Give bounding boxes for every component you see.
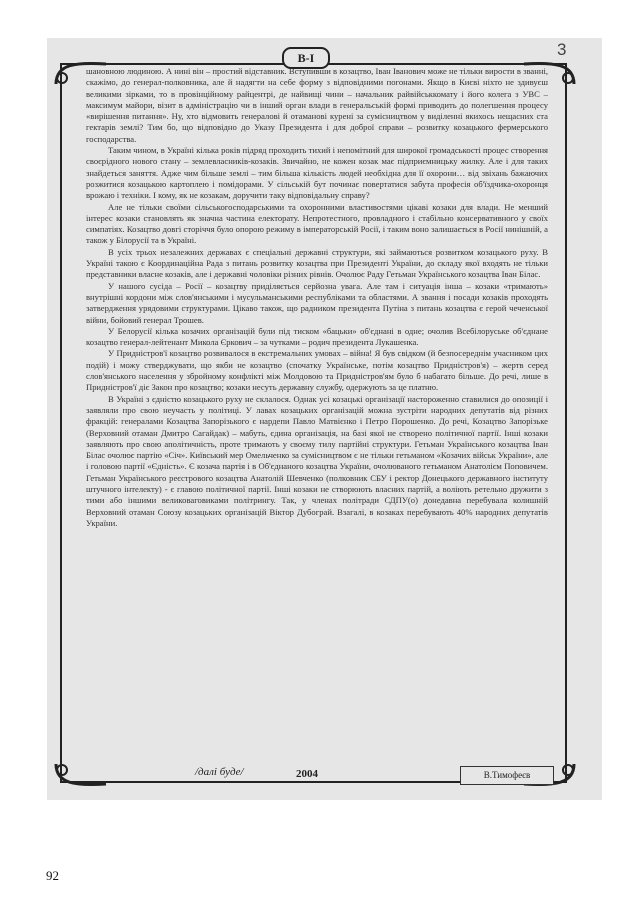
header-badge: В-І	[282, 47, 330, 69]
paragraph: У Придністров'ї козацтво розвивалося в екстремальних умовах – війна! Я був свідком (й безпосереднім учасником цих подій) і можу стверджувати, що якби не козацтво (спочатку Українське, потім козацтво Придністров'я) – жертв серед слов'янського населення у збройному конфлікті між Молдовою та Придністров'ям було б набагато більше. До речі, лише в Придністров'ї діє Закон про козацтво; козаки несуть державну службу, одержують за це платню.	[86, 348, 548, 393]
article-body	[86, 66, 548, 763]
paragraph: шановною людиною. А нині він – простий відставник. Вступивши в козацтво, Іван Іванович може не тільки вирости в званні, скажімо, до генерал-полковника, але й надягти на себе форму з відповідними погонами. Якщо в Києві ніхто не здивуєш великими зірками, то в провінційному райцентрі, де найвищі чини – начальник райвійськкомату і його колега з УВС – максимум майори, візит в адміністрацію чи в інший орган влади в генеральській формі приводить до полегшення процесу «вирішення питання». Ну, хто відмовить генералові й отаманові курені за сумісництвом у виділенні якихось нещасних ста гектарів землі? Тим бо, що відповідно до Указу Президента і для доброї справи – розвитку козацького фермерського господарства.	[86, 66, 548, 144]
author-signature: В.Тимофеєв	[460, 766, 554, 785]
to-be-continued: /далі буде/	[195, 766, 244, 778]
paragraph: Але не тільки своїми сільськогосподарськими та охоронними властивостями цікаві козаки для влади. Не менший інтерес козаки становлять як значна частина електорату. Непротестного, провладного і стабільно консервативного у своїх симпатіях. Козацтво довгі сторіччя було опорою режиму в імператорській Росії, і таким воно залишається в Росії нинішній, а також у Білорусії та в Україні.	[86, 201, 548, 246]
paragraph: В усіх трьох незалежних державах є спеціальні державні структури, які займаються розвитком козацького руху. В Україні такою є Координаційна Рада з питань розвитку козацтва при Президенті України, до складу якої входять не тільки представники власне козаків, але і державні чоловіки різних рівнів. Очолює Раду Гетьман Українського козацтва Іван Білас.	[86, 246, 548, 280]
paragraph: У Белорусії кілька козачих організацій були під тиском «бацьки» об'єднані в одне; очолив Всебілоруське об'єднане козацтво генерал-лейтенант Микола Єркович – за чутками – родич президента Лукашенка.	[86, 325, 548, 348]
publication-year: 2004	[296, 768, 318, 780]
paragraph: У нашого сусіда – Росії – козацтву приділяється серйозна увага. Але там і ситуація інша – козаки «тримають» внутрішні кордони між слов'янськими і мусульманськими республіками та областями. А звання і посади козаків проходять затвердження урядовими структурами. Цікаво також, що радником президента Путіна з питань козацтва є герой чеченської війни, бойовий генерал Трошев.	[86, 280, 548, 325]
document-page-number: 92	[46, 868, 59, 883]
paragraph: Таким чином, в Україні кілька років підряд проходить тихий і непомітний для широкої громадськості процес створення своєрідного нового стану – землевласників-козаків. Звичайно, не кожен козак має підприємницьку жилку. Але і для таких знайдеться заняття. Адже чим більше землі – тим більша кількість людей необхідна для її охорони… від звіхань бажаючих розжитися козацькою картоплею і помідорами. У сільській бут починає повертатися забута професія об'їздчика-охоронця врожаю і техніки. І кому, як не козакам, доручити таку відповідальну справу?	[86, 145, 548, 201]
paragraph: В Україні з єдністю козацького руху не склалося. Однак усі козацькі організації настороженно ставилися до опозиції і заявляли про свою неучасть у політиці. У лавах козацьких організацій можна зустріти народних депутатів від різних фракцій: генералами Козацтва Запорізького є нардепи Павло Матвієнко і Петро Порошенко. До речі, Козацтво Запорізьке (Верховний отаман Дмитро Сагайдак) – мабуть, єдина організація, на базі якої не створено політичної партії. Інші козаки заявляють про свою аполітичність, проте тримають у своєму тилу партійні структури. Гетьман Українського козацтва Іван Білас очолює партію «Січ». Київський мер Омельченко за сумісництвом є не тільки гетьманом «Козачих військ України», але і головою партії «Єдність». Є козача партія і в Об'єднаного козацтва України, очолюваного гетьманом Анатолієм Поповичем. Гетьман Українського реєстрового козацтва Анатолій Шевченко (полковник СБУ і ректор Донецького державного інституту штучного інтелекту) - є главою політичної партії. Інші козаки не створюють власних партій, а воліють ретельно дружити з тими або іншими великоваговиками політрингу. Так, у членах політради СДПУ(о) донедавна перебувала колишній Верховний отаман Союзу козацьких організацій Віктор Дубограй. Взагалі, в козаках перебувають 40% народних депутатів України.	[86, 393, 548, 528]
scan-page-number: 3	[557, 40, 567, 59]
ornament-bottom-left-icon	[52, 760, 110, 790]
